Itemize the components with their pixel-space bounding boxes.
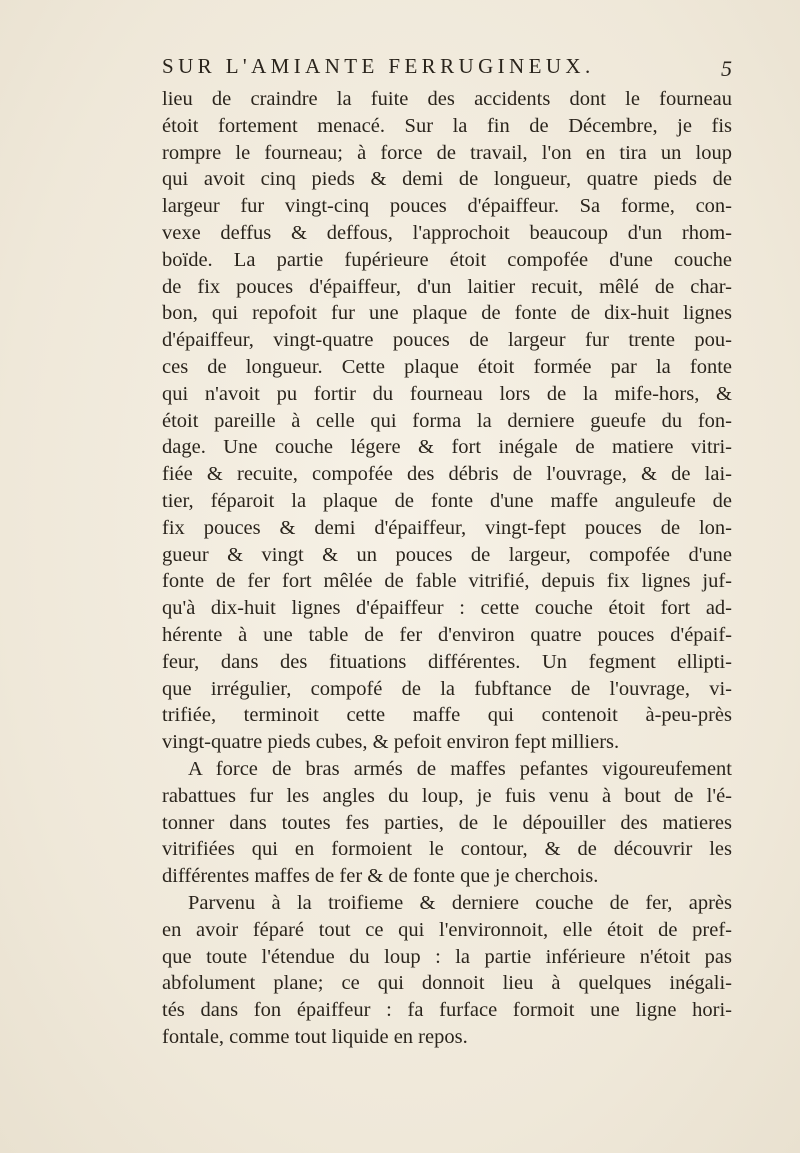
text-line: étoit fortement menacé. Sur la fin de Décembre, je fis <box>162 114 732 137</box>
text-line: fix pouces & demi d'épaiffeur, vingt-fept pouces de lon- <box>162 516 732 539</box>
text-line: rompre le fourneau; à force de travail, l'on en tira un loup <box>162 141 732 164</box>
text-line: que irrégulier, compofé de la fubftance de l'ouvrage, vi- <box>162 677 732 700</box>
text-line: fontale, comme tout liquide en repos. <box>162 1025 468 1048</box>
text-line: boïde. La partie fupérieure étoit compofée d'une couche <box>162 248 732 271</box>
text-line: de fix pouces d'épaiffeur, d'un laitier recuit, mêlé de char- <box>162 275 732 298</box>
page-header <box>162 54 732 84</box>
text-line: gueur & vingt & un pouces de largeur, compofée d'une <box>162 543 732 566</box>
text-line: vexe deffus & deffous, l'approchoit beaucoup d'un rhom- <box>162 221 732 244</box>
text-line: différentes maffes de fer & de fonte que je cherchois. <box>162 865 599 888</box>
page-number: 5 <box>721 56 732 81</box>
text-line: trifiée, terminoit cette maffe qui contenoit à-peu-près <box>162 704 732 727</box>
text-line: ces de longueur. Cette plaque étoit formée par la fonte <box>162 355 732 378</box>
text-line: largeur fur vingt-cinq pouces d'épaiffeur. Sa forme, con- <box>162 195 732 218</box>
text-line: abfolument plane; ce qui donnoit lieu à quelques inégali- <box>162 972 732 995</box>
text-line: tier, féparoit la plaque de fonte d'une maffe anguleufe de <box>162 489 732 512</box>
text-line: fiée & recuite, compofée des débris de l'ouvrage, & de lai- <box>162 463 732 486</box>
text-line: bon, qui repofoit fur une plaque de fonte de dix-huit lignes <box>162 302 732 325</box>
running-head: SUR L'AMIANTE FERRUGINEUX. <box>162 54 595 78</box>
text-line: fonte de fer fort mêlée de fable vitrifié, depuis fix lignes juf- <box>162 570 732 593</box>
text-line: qui n'avoit pu fortir du fourneau lors de la mife-hors, & <box>162 382 732 405</box>
text-line: feur, dans des fituations différentes. Un fegment ellipti- <box>162 650 732 673</box>
body-text <box>162 86 732 1051</box>
text-line: vingt-quatre pieds cubes, & pefoit environ fept milliers. <box>162 731 620 754</box>
text-line: étoit pareille à celle qui forma la derniere gueufe du fon- <box>162 409 732 432</box>
text-line: que toute l'étendue du loup : la partie inférieure n'étoit pas <box>162 945 732 968</box>
text-line: A force de bras armés de maffes pefantes vigoureufement <box>188 757 732 780</box>
text-line: d'épaiffeur, vingt-quatre pouces de largeur fur trente pou- <box>162 329 732 352</box>
text-line: qu'à dix-huit lignes d'épaiffeur : cette couche étoit fort ad- <box>162 597 732 620</box>
text-line: tés dans fon épaiffeur : fa furface formoit une ligne hori- <box>162 999 732 1022</box>
text-line: rabattues fur les angles du loup, je fuis venu à bout de l'é- <box>162 784 732 807</box>
text-line: dage. Une couche légere & fort inégale de matiere vitri- <box>162 436 732 459</box>
text-line: vitrifiées qui en formoient le contour, & de découvrir les <box>162 838 732 861</box>
text-line: hérente à une table de fer d'environ quatre pouces d'épaif- <box>162 623 732 646</box>
text-line: tonner dans toutes fes parties, de le dépouiller des matieres <box>162 811 732 834</box>
text-line: lieu de craindre la fuite des accidents dont le fourneau <box>162 88 732 110</box>
text-line: qui avoit cinq pieds & demi de longueur, quatre pieds de <box>162 168 732 191</box>
text-line: en avoir féparé tout ce qui l'environnoit, elle étoit de pref- <box>162 918 732 941</box>
text-line: Parvenu à la troifieme & derniere couche de fer, après <box>188 891 732 914</box>
